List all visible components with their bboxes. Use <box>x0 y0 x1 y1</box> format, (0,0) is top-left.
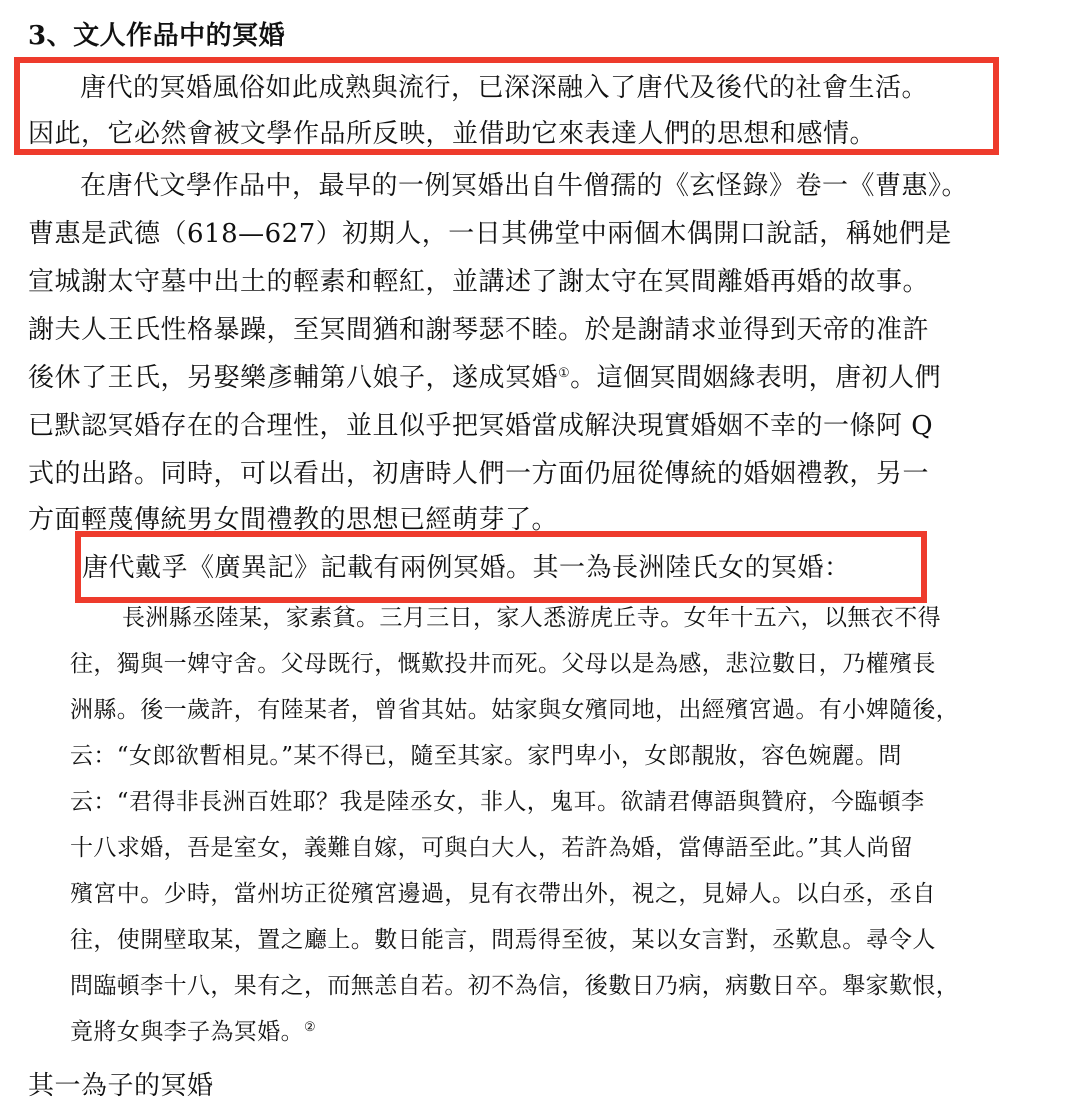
quote-line-5: 云：“君得非長洲百姓耶？我是陸丞女，非人，鬼耳。欲請君傳語與贊府，今臨頓李 <box>70 789 925 815</box>
quote-line-8: 往，使開壁取某，置之廳上。數日能言，問焉得至彼，某以女言對，丞歎息。尋令人 <box>70 927 936 953</box>
paragraph-2-line-8: 方面輕蔑傳統男女間禮教的思想已經萌芽了。 <box>28 505 559 535</box>
next-heading-partial: 其一為子的冥婚 <box>28 1071 214 1101</box>
paragraph-2-line-5-text-b: 。這個冥間姻緣表明，唐初人們 <box>570 363 942 393</box>
paragraph-2-line-5-text-a: 後休了王氏，另娶樂彥輔第八娘子，遂成冥婚 <box>28 363 559 393</box>
section-heading: 3、文人作品中的冥婚 <box>28 21 286 51</box>
quote-line-1: 長洲縣丞陸某，家素貧。三月三日，家人悉游虎丘寺。女年十五六，以無衣不得 <box>122 605 941 631</box>
quote-line-6: 十八求婚，吾是室女，義難自嫁，可與白大人，若許為婚，當傳語至此。”其人尚留 <box>70 835 914 861</box>
paragraph-2-line-1: 在唐代文學作品中，最早的一例冥婚出自牛僧孺的《玄怪錄》卷一《曹惠》。 <box>80 171 969 201</box>
paragraph-2-line-2: 曹惠是武德（618—627）初期人，一日其佛堂中兩個木偶開口說話，稱她們是 <box>28 219 952 249</box>
quote-line-4: 云：“女郎欲暫相見。”某不得已，隨至其家。家門卑小，女郎靚妝，容色婉麗。問 <box>70 743 902 769</box>
paragraph-1-line-1: 唐代的冥婚風俗如此成熟與流行，已深深融入了唐代及後代的社會生活。 <box>80 73 929 103</box>
paragraph-3: 唐代戴孚《廣異記》記載有兩例冥婚。其一為長洲陸氏女的冥婚： <box>82 553 851 583</box>
paragraph-1-line-2: 因此，它必然會被文學作品所反映，並借助它來表達人們的思想和感情。 <box>28 119 877 149</box>
highlight-box-paragraph-1 <box>14 57 999 155</box>
footnote-mark-2: ② <box>304 1020 317 1035</box>
quote-line-7: 殯宮中。少時，當州坊正從殯宮邊過，見有衣帶出外，視之，見婦人。以白丞，丞自 <box>70 881 936 907</box>
paragraph-2-line-4: 謝夫人王氏性格暴躁，至冥間猶和謝琴瑟不睦。於是謝請求並得到天帝的准許 <box>28 315 930 345</box>
quote-line-10 <box>70 1016 316 1048</box>
footnote-mark-1: ① <box>558 366 571 381</box>
quote-line-10-text: 竟將女與李子為冥婚。 <box>70 1019 304 1045</box>
quote-line-3: 洲縣。後一歲許，有陸某者，曾省其姑。姑家與女殯同地，出經殯宮過。有小婢隨後， <box>70 697 960 723</box>
highlight-box-paragraph-3 <box>75 531 927 603</box>
paragraph-2-line-3: 宣城謝太守墓中出土的輕素和輕紅，並講述了謝太守在冥間離婚再婚的故事。 <box>28 267 930 297</box>
quote-line-9: 問臨頓李十八，果有之，而無恙自若。初不為信，後數日乃病，病數日卒。舉家歎恨， <box>70 973 960 999</box>
paragraph-2-line-7: 式的出路。同時，可以看出，初唐時人們一方面仍屈從傳統的婚姻禮教，另一 <box>28 459 930 489</box>
paragraph-2-line-6: 已默認冥婚存在的合理性，並且似乎把冥婚當成解決現實婚姻不幸的一條阿 Q <box>28 411 934 441</box>
quote-line-2: 往，獨與一婢守舍。父母既行，慨歎投井而死。父母以是為感，悲泣數日，乃權殯長 <box>70 651 936 677</box>
paragraph-2-line-5 <box>28 362 941 394</box>
